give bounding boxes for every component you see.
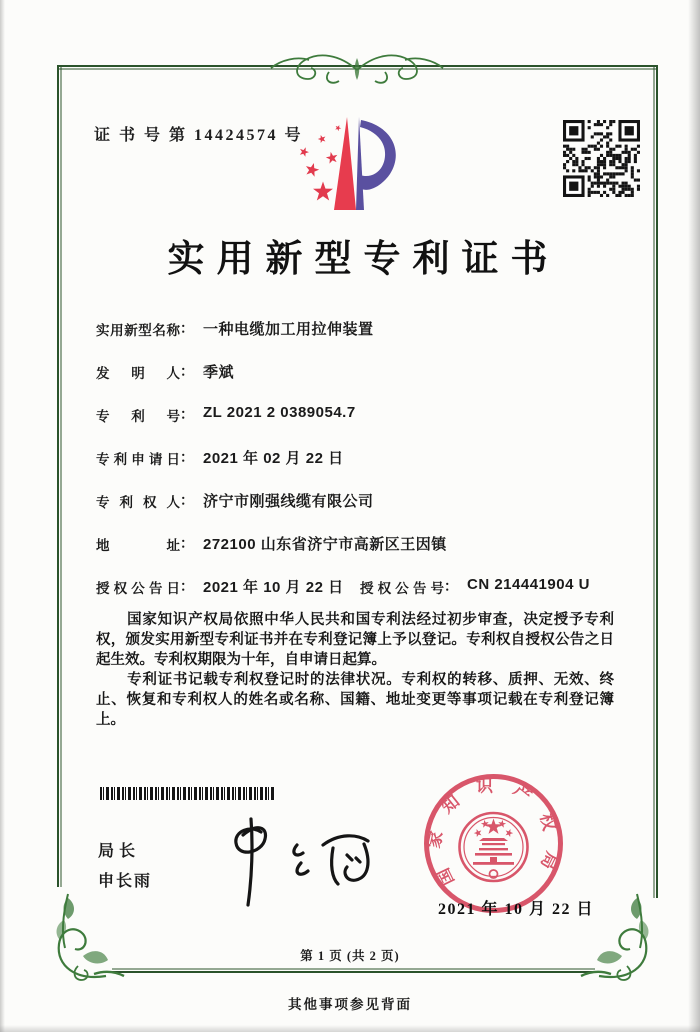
seal-text: 国家知识产权局 [424,776,563,889]
top-center-floral-ornament [267,46,447,88]
scan-edge-right [688,0,700,1032]
field-colon: ： [180,320,194,336]
field-colon: ： [180,535,194,551]
back-side-note: 其他事项参见背面 [288,997,412,1012]
scan-edge-left [0,0,5,1032]
scan-edge-bottom [0,1025,700,1032]
director-title: 局长 [98,843,141,860]
field-value: 季斌 [203,364,235,381]
certificate-title: 实用新型专利证书 [167,239,560,280]
field-list [96,318,616,619]
field-label: 授 权 公 告 号 [360,581,444,596]
field-label: 实 用 新 型 名 称 [96,323,180,338]
field-value: 一种电缆加工用拉伸装置 [203,321,374,338]
director-signature [205,815,380,910]
legal-text [96,610,614,730]
director-name: 申长雨 [98,873,153,890]
field-row-patent-no [96,404,616,447]
field-row-address [96,533,616,576]
frame-line-bottom [112,968,595,973]
cnipa-patent-logo-icon [292,114,412,216]
legal-paragraph: 专利证书记载专利权登记时的法律状况。专利权的转移、质押、无效、终止、恢复和专利权人的姓名或名称、国籍、地址变更等事项记载在专利登记簿上。 [96,672,614,728]
certificate-number: 证 书 号 第 14424574 号 [94,127,304,144]
field-value: 济宁市刚强线缆有限公司 [203,493,374,510]
legal-paragraph: 国家知识产权局依照中华人民共和国专利法经过初步审查，决定授予专利权，颁发实用新型专利证书并在专利登记簿上予以登记。专利权自授权公告之日起生效。专利权期限为十年，自申请日起算。 [96,612,614,668]
field-label: 专 利 申 请 日 [96,452,180,467]
field-grant-number [360,576,590,597]
frame-line-right [653,65,658,898]
field-colon: ： [180,578,194,594]
field-label: 地 址 [96,538,180,553]
field-colon: ： [180,449,194,465]
field-label: 专 利 权 人 [96,495,180,510]
cnipa-official-seal [421,771,566,916]
field-row-patentee [96,490,616,533]
svg-text:国家知识产权局 [423,777,563,889]
field-row-filing-date [96,447,616,490]
field-value: ZL 2021 2 0389054.7 [203,404,356,421]
field-value: 2021 年 10 月 22 日 [203,579,344,596]
field-label: 专 利 号 [96,409,180,424]
page-number: 第 1 页 (共 2 页) [300,949,400,963]
field-row-inventor [96,361,616,404]
seal-date: 2021 年 10 月 22 日 [438,901,595,918]
field-value: CN 214441904 U [467,576,590,593]
field-colon: ： [180,363,194,379]
field-colon: ： [180,406,194,422]
frame-line-left [57,65,62,887]
field-label: 发 明 人 [96,366,180,381]
field-value: 2021 年 02 月 22 日 [203,450,344,467]
field-value: 272100 山东省济宁市高新区王因镇 [203,536,447,553]
field-row-name [96,318,616,361]
qr-code [563,120,640,197]
field-colon: ： [180,492,194,508]
field-label: 授 权 公 告 日 [96,581,180,596]
field-colon: ： [444,578,458,594]
barcode [100,787,275,800]
bottom-left-corner-ornament [38,886,128,986]
